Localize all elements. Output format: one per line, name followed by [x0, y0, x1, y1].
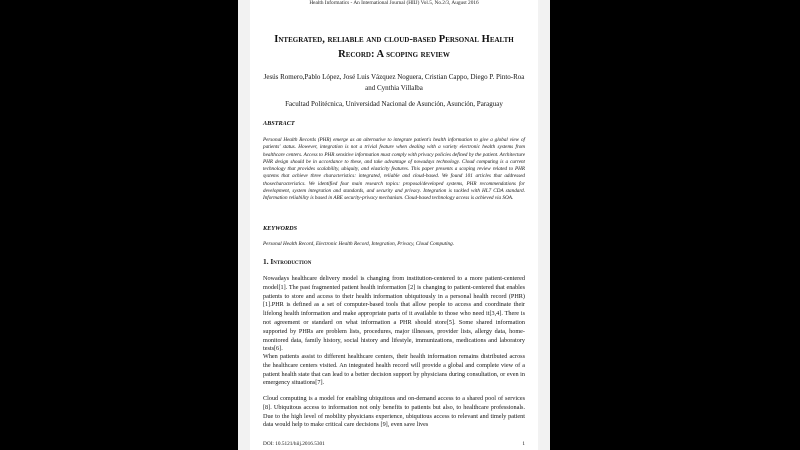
right-margin-shadow — [538, 0, 550, 450]
left-margin-shadow — [238, 0, 250, 450]
journal-header: Health Informatics - An International Journal (HIIJ) Vol.5, No.2/3, August 2016 — [309, 0, 479, 6]
affiliation: Facultad Politécnica, Universidad Nacional de Asunción, Asunción, Paraguay — [285, 100, 503, 108]
intro-paragraph-2: When patients assist to different healthcare centers, their health information remains distributed across the healthcare centers visited. An integrated health record will provide a global and complete view of a patient health state that can lead to a better decision support by physicians during consultation, or even in emergency situations[7]. — [263, 353, 525, 387]
paper-title: Integrated, reliable and cloud-based Personal Health Record: A scoping review — [274, 34, 514, 60]
author-list: Jesús Romero,Pablo López, José Luis Vázquez Noguera, Cristian Cappo, Diego P. Pinto-Roa and Cynthia Villalba — [263, 73, 525, 92]
introduction-heading: 1. Introduction — [263, 257, 312, 266]
keywords-heading: KEYWORDS — [263, 225, 298, 232]
abstract-text: Personal Health Records (PHR) emerge as an alternative to integrate patient's health information to give a global view of patients' status. However, integration is not a trivial feature when dealing with a variety electronic health systems from healthcare centers. Access to PHR sensitive information must comply with privacy policies defined by the patient. Architecture PHR design should be in accordance to these, and take advantage of nowadays technology. Cloud computing is a current technology that provides scalability, ubiquity, and elasticity features. This paper presents a scoping review related to PHR systems that achieve three characteristics: integrated, reliable and cloud-based. We found 101 articles that addressed thosecharacteristics. We identified four main research topics: proposal/developed systems, PHR recommendations for development, system integration and standards, and security and privacy. Integration is tackled with HL7 CDA standard. Information reliability is based in ABE security-privacy mechanism. Cloud-based technology access is achieved via SOA. — [263, 137, 525, 202]
abstract-heading: ABSTRACT — [263, 120, 295, 127]
doi-text: DOI: 10.5121/hiij.2016.5301 — [263, 441, 325, 447]
keywords-text: Personal Health Record, Electronic Health Record, Integration, Privacy, Cloud Computing. — [263, 241, 455, 247]
pdf-page[interactable] — [250, 0, 538, 450]
intro-paragraph-3: Cloud computing is a model for enabling ubiquitous and on-demand access to a shared pool of services [8]. Ubiquitous access to information not only benefits to patients but also, to healthcare professionals. Due to the high level of mobility physicians experience, ubiquitous access to relevant and timely patient data would help to make critical care decisions [9], even save lives — [263, 395, 525, 429]
intro-paragraph-1: Nowadays healthcare delivery model is changing from institution-centered to a more patient-centered model[1]. The past fragmented patient health information [2] is changing to patient-centered that enables patients to store and access to their health information ubiquitously in a personal health record (PHR) [1].PHR is defined as a set of computer-based tools that allow people to access and coordinate their lifelong health information and make appropriate parts of it available to those who need it[3,4]. There is not agreement or standard on what information a PHR should store[5]. Some shared information supported by PHRs are problem lists, procedures, major illnesses, provider lists, allergy data, home-monitored data, family history, social history and lifestyle, immunizations, medications and laboratory tests[6]. — [263, 275, 525, 353]
page-footer — [263, 441, 525, 447]
page-number: 1 — [522, 441, 525, 447]
